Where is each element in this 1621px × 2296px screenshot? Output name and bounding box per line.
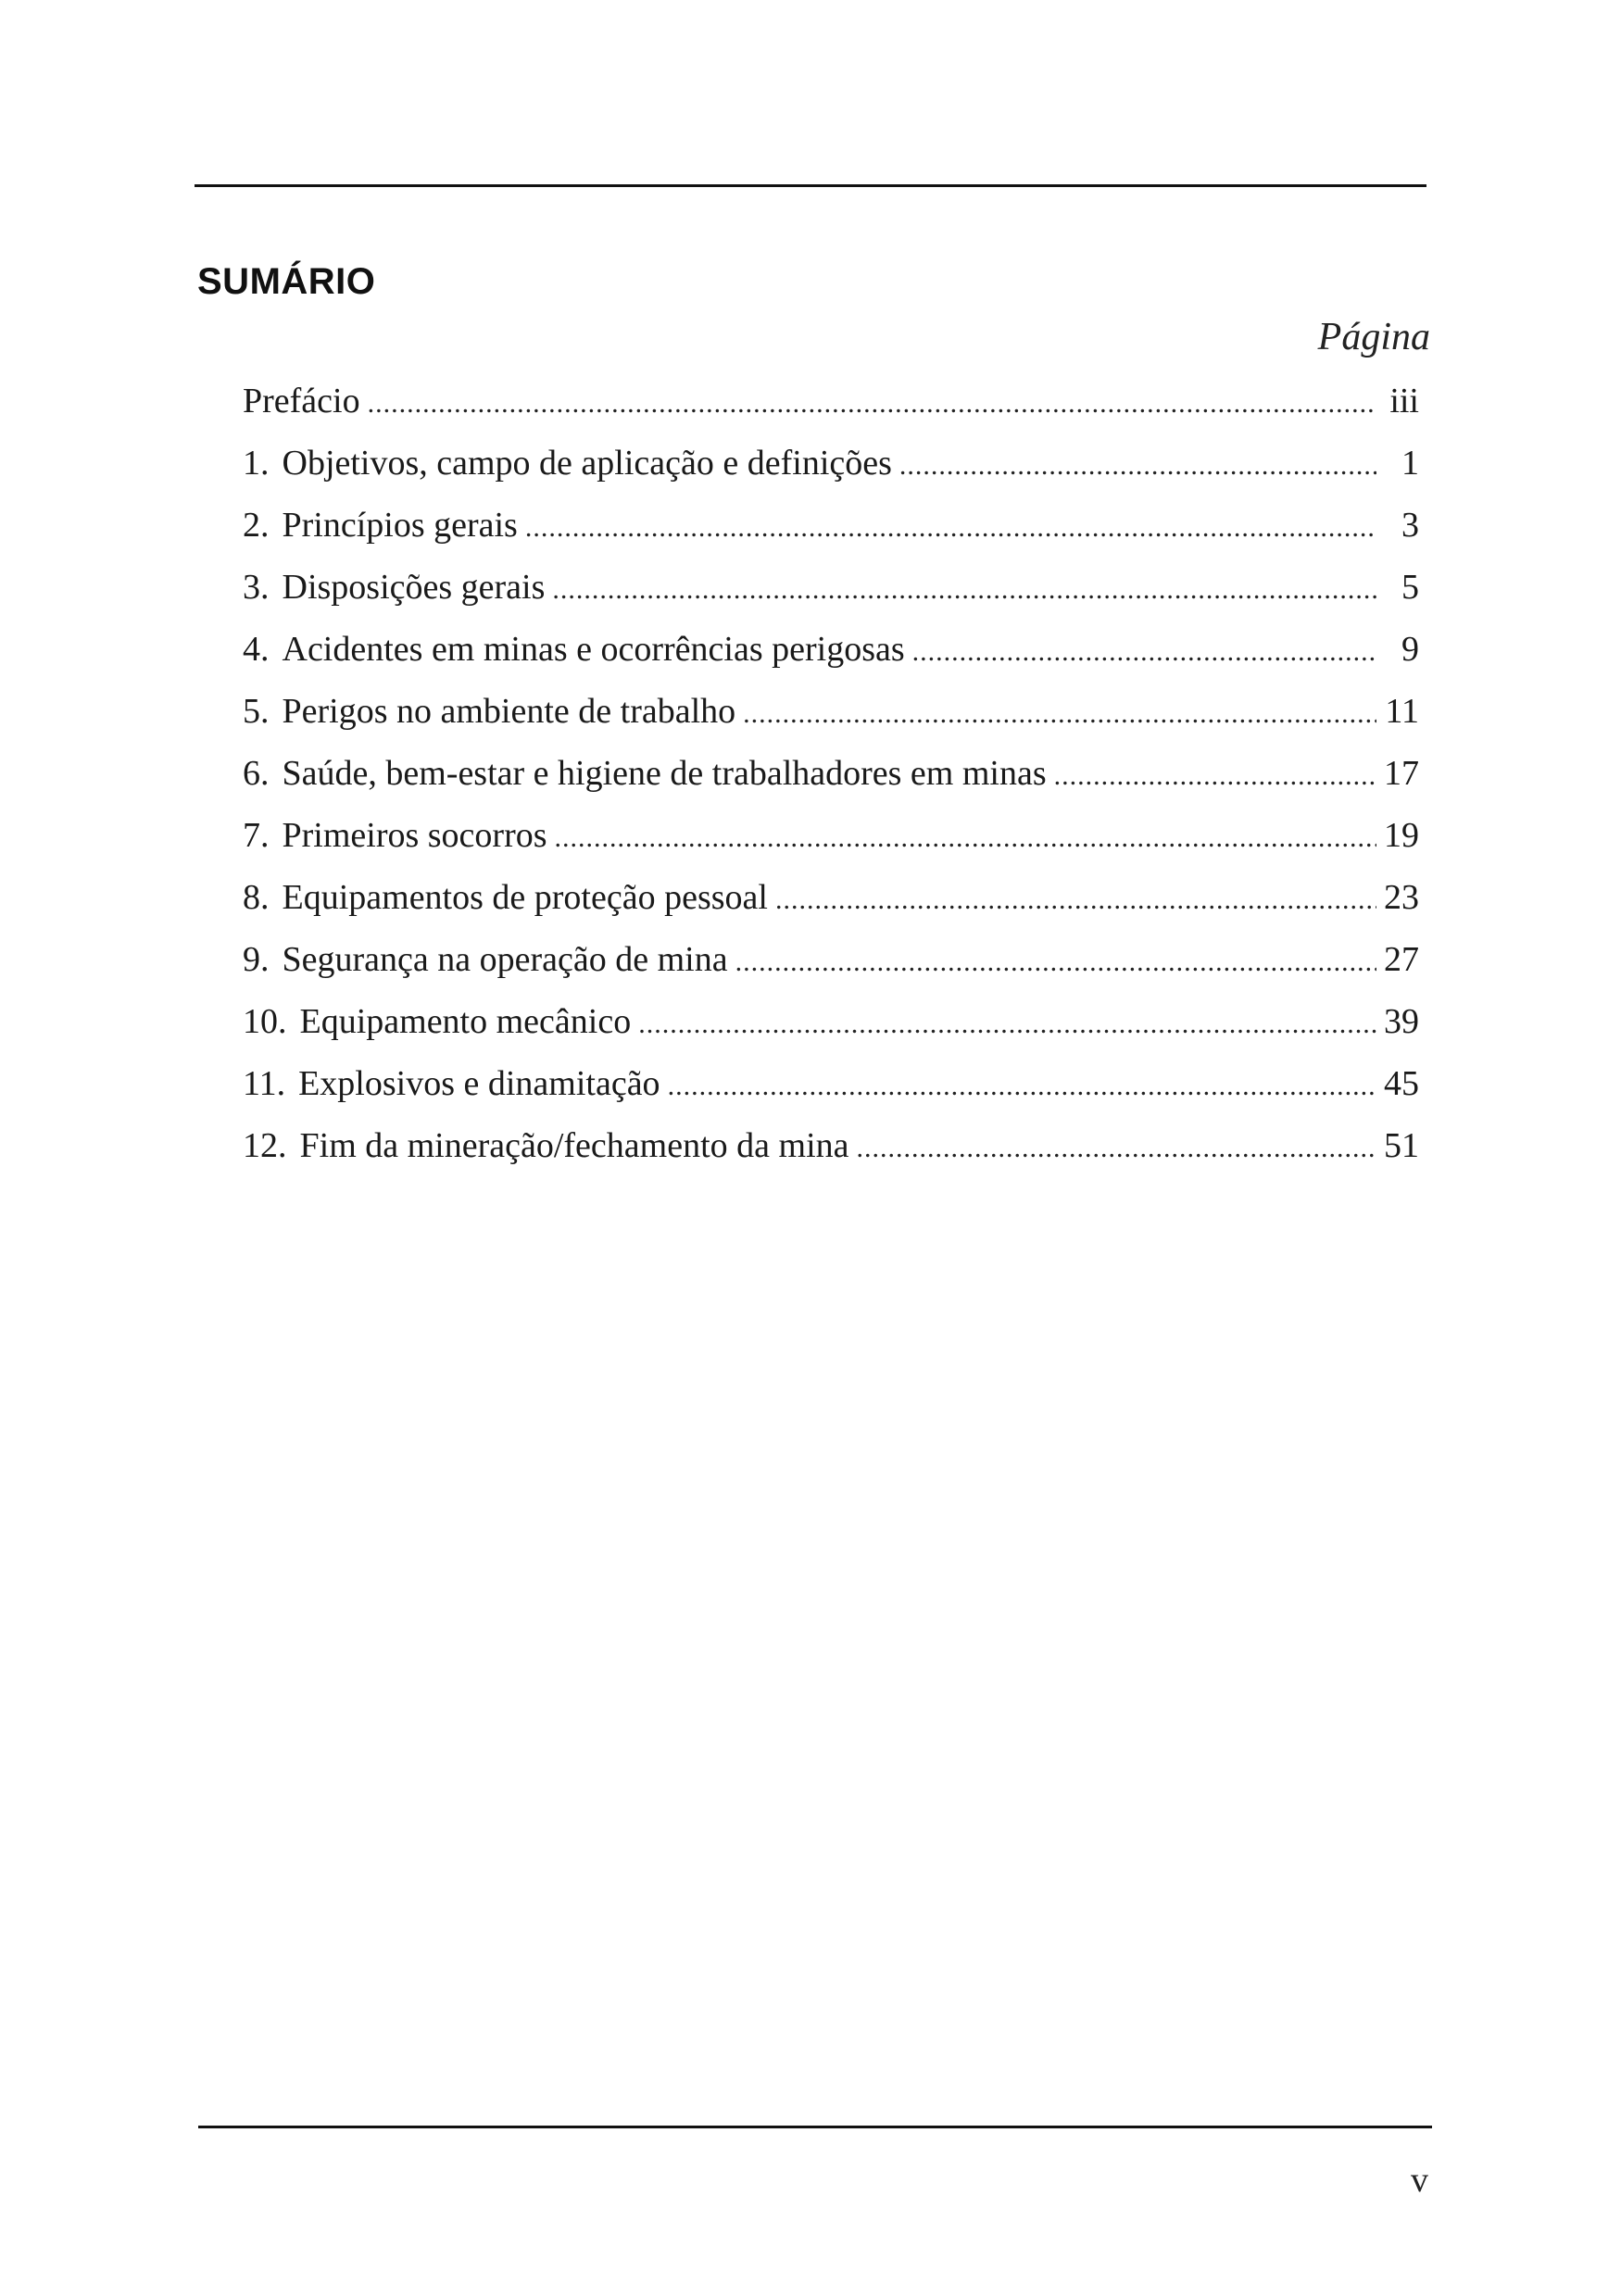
toc-entry-1[interactable] [243,433,1419,495]
toc-entry-title: Equipamento mecânico [299,1002,632,1041]
toc-entry-number: 8. [243,878,270,917]
toc-entry-number: 7. [243,816,270,855]
page-column-label: Página [1317,316,1430,358]
toc-entry-title: Prefácio [243,382,360,420]
toc-entry-title: Explosivos e dinamitação [298,1064,660,1103]
toc-entry-number: 4. [243,630,270,669]
toc-entry-title: Saúde, bem-estar e higiene de trabalhadores em minas [282,754,1047,793]
toc-entry-2[interactable] [243,495,1419,557]
toc-dot-leader [857,1117,1377,1179]
toc-entry-title: Fim da mineração/fechamento da mina [299,1126,849,1165]
toc-entry-page: 19 [1384,816,1419,855]
toc-entry-number: 2. [243,506,270,545]
toc-entry-number: 6. [243,754,270,793]
toc-entry-title: Perigos no ambiente de trabalho [282,692,736,731]
toc-entry-title: Equipamentos de proteção pessoal [282,878,768,917]
toc-entry-prefacio[interactable] [243,370,1419,433]
toc-entry-12[interactable] [243,1115,1419,1177]
table-of-contents [243,370,1419,1177]
toc-entry-page: 45 [1384,1064,1419,1103]
toc-entry-number: 10. [243,1002,287,1041]
toc-dot-leader [912,621,1376,683]
toc-entry-title: Primeiros socorros [282,816,547,855]
toc-dot-leader [552,558,1376,621]
header-rule [195,184,1426,187]
toc-dot-leader [368,372,1376,434]
toc-entry-number: 1. [243,444,270,483]
toc-dot-leader [555,807,1376,869]
toc-entry-number: 9. [243,940,270,979]
toc-dot-leader [638,993,1376,1055]
footer-rule [198,2126,1432,2128]
toc-entry-6[interactable] [243,743,1419,805]
toc-entry-title: Princípios gerais [282,506,518,545]
toc-entry-page: 23 [1384,878,1419,917]
toc-entry-page: 11 [1385,692,1419,731]
toc-dot-leader [1054,745,1376,807]
toc-entry-page: 3 [1401,506,1419,545]
toc-dot-leader [775,869,1376,931]
toc-entry-number: 3. [243,568,270,607]
toc-dot-leader [743,683,1376,745]
toc-entry-title: Disposições gerais [282,568,546,607]
toc-entry-7[interactable] [243,805,1419,867]
toc-entry-title: Acidentes em minas e ocorrências perigosas [282,630,905,669]
toc-entry-5[interactable] [243,681,1419,743]
toc-entry-page: 1 [1401,444,1419,483]
toc-entry-page: 9 [1401,630,1419,669]
toc-dot-leader [735,931,1376,993]
page-number: v [1411,2161,1428,2200]
toc-dot-leader [668,1055,1376,1117]
toc-entry-title: Segurança na operação de mina [282,940,728,979]
toc-dot-leader [525,496,1376,558]
toc-entry-page: 27 [1384,940,1419,979]
toc-entry-11[interactable] [243,1053,1419,1115]
toc-entry-4[interactable] [243,619,1419,681]
toc-entry-page: 5 [1401,568,1419,607]
page-title: SUMÁRIO [197,261,376,302]
toc-entry-page: 39 [1384,1002,1419,1041]
toc-dot-leader [899,434,1376,496]
toc-entry-page: 17 [1384,754,1419,793]
toc-entry-page: 51 [1384,1126,1419,1165]
toc-entry-9[interactable] [243,929,1419,991]
toc-entry-number: 11. [243,1064,286,1103]
toc-entry-number: 5. [243,692,270,731]
toc-entry-number: 12. [243,1126,287,1165]
toc-entry-page: iii [1389,382,1419,420]
toc-entry-8[interactable] [243,867,1419,929]
toc-entry-3[interactable] [243,557,1419,619]
toc-entry-10[interactable] [243,991,1419,1053]
toc-entry-title: Objetivos, campo de aplicação e definições [282,444,892,483]
